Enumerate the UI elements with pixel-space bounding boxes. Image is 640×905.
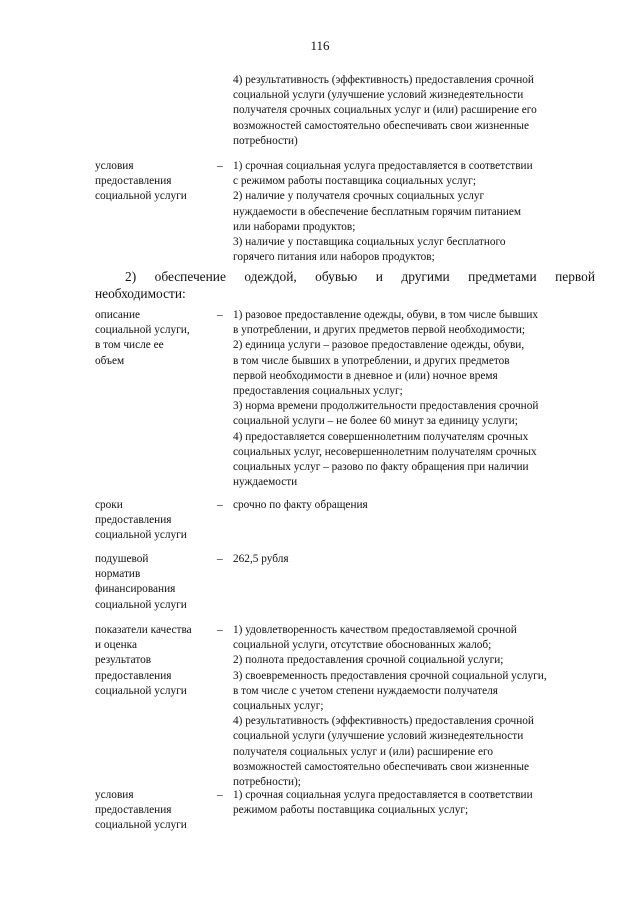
text-line: в том числе бывших в употреблении, и других предметов [233,354,510,367]
text-line: возможностей самостоятельно обеспечивать свои жизненные [233,760,530,773]
text-line: 4) результативность (эффективность) предоставления срочной [233,74,534,86]
label-line: сроки [95,499,123,511]
text-line: 3) наличие у поставщика социальных услуг бесплатного [233,236,506,249]
label-line: показатели качества [95,624,192,636]
label-line: и оценка [95,639,137,652]
text-line: 1) разовое предоставление одежды, обуви, в том числе бывших [233,309,539,321]
heading-line: 2) обеспечение одеждой, обувью и другими предметами первой [125,269,595,284]
text-line: социальной услуги (улучшение условий жизнедеятельности [233,730,524,743]
quality-value [233,623,593,790]
terms-value [233,498,593,513]
label-line: социальной услуги, [95,324,190,337]
label-line: условия [95,789,134,801]
text-line: 2) полнота предоставления срочной социальной услуги; [233,654,504,667]
dash-separator: – [217,309,223,321]
text-line: режимом работы поставщика социальных услуг; [233,804,469,817]
dash-separator: – [217,160,223,172]
label-line: финансирования [95,583,176,596]
dash-separator: – [217,553,223,565]
top-continuation-text [233,73,593,149]
text-line: 262,5 рубля [233,553,289,565]
text-line: социальных услуг; [233,700,324,713]
page-number: 116 [310,38,330,53]
text-line: нуждаемости в обеспечение бесплатным горячим питанием [233,205,521,218]
label-line: социальной услуги [95,529,187,542]
dash-separator: – [217,624,223,636]
norm-label [95,552,205,613]
conditions-value [233,788,593,818]
text-line: первой необходимости в дневное и (или) ночное время [233,369,498,382]
text-line: социальной услуги (улучшение условий жизнедеятельности [233,89,524,102]
conditions-value [233,159,593,265]
text-line: в том числе с учетом степени нуждаемости получателя [233,684,498,697]
label-line: норматив [95,568,141,581]
text-line: 3) своевременность предоставления срочной социальной услуги, [233,669,547,682]
conditions-label [95,159,205,205]
section-heading [95,268,595,302]
text-line: горячего питания или наборов продуктов; [233,251,435,264]
text-line: получателя социальных услуг и (или) расширение его [233,745,493,758]
description-label [95,308,205,369]
label-line: подушевой [95,553,149,565]
label-line: в том числе ее [95,339,164,352]
text-line: потребности); [233,776,301,789]
label-line: предоставления [95,804,172,817]
text-line: 2) наличие у получателя срочных социальных услуг [233,190,485,203]
text-line: потребности) [233,134,298,147]
text-line: или наборами продуктов; [233,220,356,233]
text-line: 1) срочная социальная услуга предоставляется в соответствии [233,160,533,172]
text-line: 3) норма времени продолжительности предоставления срочной [233,400,539,413]
text-line: 4) результативность (эффективность) предоставления срочной [233,715,534,728]
label-line: социальной услуги [95,819,187,832]
dash-separator: – [217,499,223,511]
label-line: результатов [95,654,152,667]
text-line: социальной услуги, отсутствие обоснованных жалоб; [233,639,492,652]
label-line: объем [95,354,125,367]
text-line: социальных услуг, несовершеннолетним получателям срочных [233,445,537,458]
label-line: предоставления [95,669,172,682]
text-line: социальной услуги – не более 60 минут за единицу услуги; [233,415,518,428]
norm-value [233,552,593,567]
text-line: 4) предоставляется совершеннолетним получателям срочных [233,430,529,443]
text-line: возможностей самостоятельно обеспечивать свои жизненные [233,119,530,132]
terms-label [95,498,205,544]
label-line: описание [95,309,141,321]
label-line: социальной услуги [95,190,187,203]
conditions-label [95,788,205,834]
label-line: социальной услуги [95,684,187,697]
text-line: получателя срочных социальных услуг и (или) расширение его [233,104,537,117]
text-line: 1) срочная социальная услуга предоставляется в соответствии [233,789,533,801]
label-line: предоставления [95,514,172,527]
text-line: 2) единица услуги – разовое предоставление одежды, обуви, [233,339,525,352]
label-line: социальной услуги [95,598,187,611]
text-line: срочно по факту обращения [233,499,368,511]
quality-label [95,623,205,699]
label-line: предоставления [95,175,172,188]
text-line: нуждаемости [233,476,298,489]
heading-line: необходимости: [95,286,186,301]
label-line: условия [95,160,134,172]
text-line: с режимом работы поставщика социальных услуг; [233,175,476,188]
text-line: 1) удовлетворенность качеством предоставляемой срочной [233,624,517,636]
text-line: в употреблении, и других предметов первой необходимости; [233,324,526,337]
text-line: социальных услуг – разово по факту обращения при наличии [233,461,529,474]
dash-separator: – [217,789,223,801]
description-value [233,308,593,490]
text-line: предоставления социальных услуг; [233,385,403,398]
